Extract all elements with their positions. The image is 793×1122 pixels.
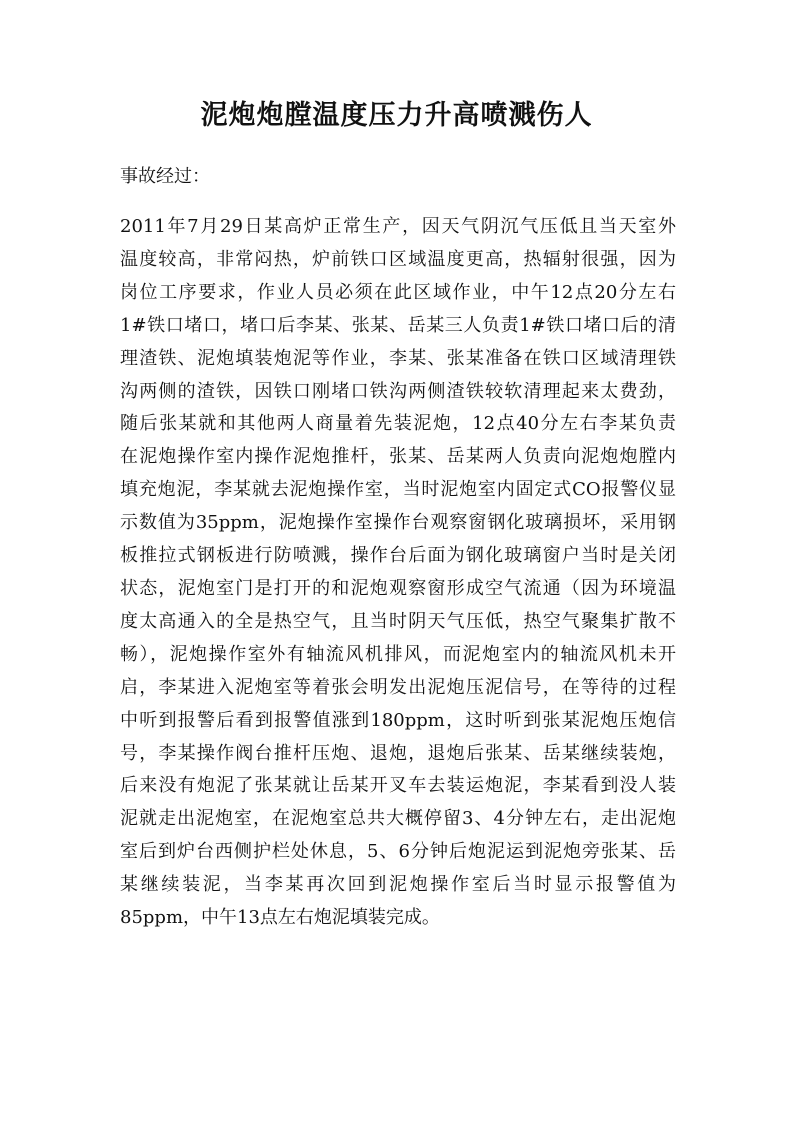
body-paragraph: [120, 211, 676, 935]
paragraph-line: 2011年7月29日某高炉正常生产，因天气阴沉气压低且当天室外: [120, 216, 676, 237]
paragraph-line: 畅），泥炮操作室外有轴流风机排风，而泥炮室内的轴流风机未开: [120, 643, 676, 665]
paragraph-line: 岗位工序要求，作业人员必须在此区域作业，中午12点20分左右: [120, 281, 676, 303]
paragraph-line: 中听到报警后看到报警值涨到180ppm，这时听到张某泥炮压炮信: [120, 709, 676, 731]
paragraph-line: 理渣铁、泥炮填装炮泥等作业，李某、张某准备在铁口区域清理铁: [120, 347, 676, 369]
paragraph-line: 1#铁口堵口，堵口后李某、张某、岳某三人负责1#铁口堵口后的清: [120, 314, 676, 336]
paragraph-line: 某继续装泥，当李某再次回到泥炮操作室后当时显示报警值为: [120, 874, 676, 896]
paragraph-line: 示数值为35ppm，泥炮操作室操作台观察窗钢化玻璃损坏，采用钢: [120, 512, 676, 534]
document-title: 泥炮炮膛温度压力升高喷溅伤人: [200, 100, 593, 131]
paragraph-line: 后来没有炮泥了张某就让岳某开叉车去装运炮泥，李某看到没人装: [120, 775, 676, 797]
paragraph-line: 号，李某操作阀台推杆压炮、退炮，退炮后张某、岳某继续装炮，: [120, 742, 676, 764]
paragraph-line: 状态，泥炮室门是打开的和泥炮观察窗形成空气流通（因为环境温: [120, 577, 676, 599]
paragraph-line: 室后到炉台西侧护栏处休息，5、6分钟后炮泥运到泥炮旁张某、岳: [120, 841, 676, 863]
paragraph-line: 随后张某就和其他两人商量着先装泥炮，12点40分左右李某负责: [120, 413, 676, 435]
paragraph-line: 度太高通入的全是热空气，且当时阴天气压低，热空气聚集扩散不: [120, 610, 676, 632]
paragraph-line: 填充炮泥，李某就去泥炮操作室，当时泥炮室内固定式CO报警仪显: [120, 479, 676, 501]
section-label: 事故经过：: [120, 166, 210, 187]
paragraph-line: 85ppm，中午13点左右炮泥填装完成。: [120, 907, 440, 929]
paragraph-line: 板推拉式钢板进行防喷溅，操作台后面为钢化玻璃窗户当时是关闭: [120, 545, 676, 567]
paragraph-line: 启，李某进入泥炮室等着张会明发出泥炮压泥信号，在等待的过程: [120, 676, 676, 698]
paragraph-line: 温度较高，非常闷热，炉前铁口区域温度更高，热辐射很强，因为: [120, 248, 676, 270]
paragraph-line: 在泥炮操作室内操作泥炮推杆，张某、岳某两人负责向泥炮炮膛内: [120, 446, 676, 468]
paragraph-line: 泥就走出泥炮室，在泥炮室总共大概停留3、4分钟左右，走出泥炮: [120, 808, 676, 830]
paragraph-line: 沟两侧的渣铁，因铁口刚堵口铁沟两侧渣铁较软清理起来太费劲，: [120, 380, 676, 402]
